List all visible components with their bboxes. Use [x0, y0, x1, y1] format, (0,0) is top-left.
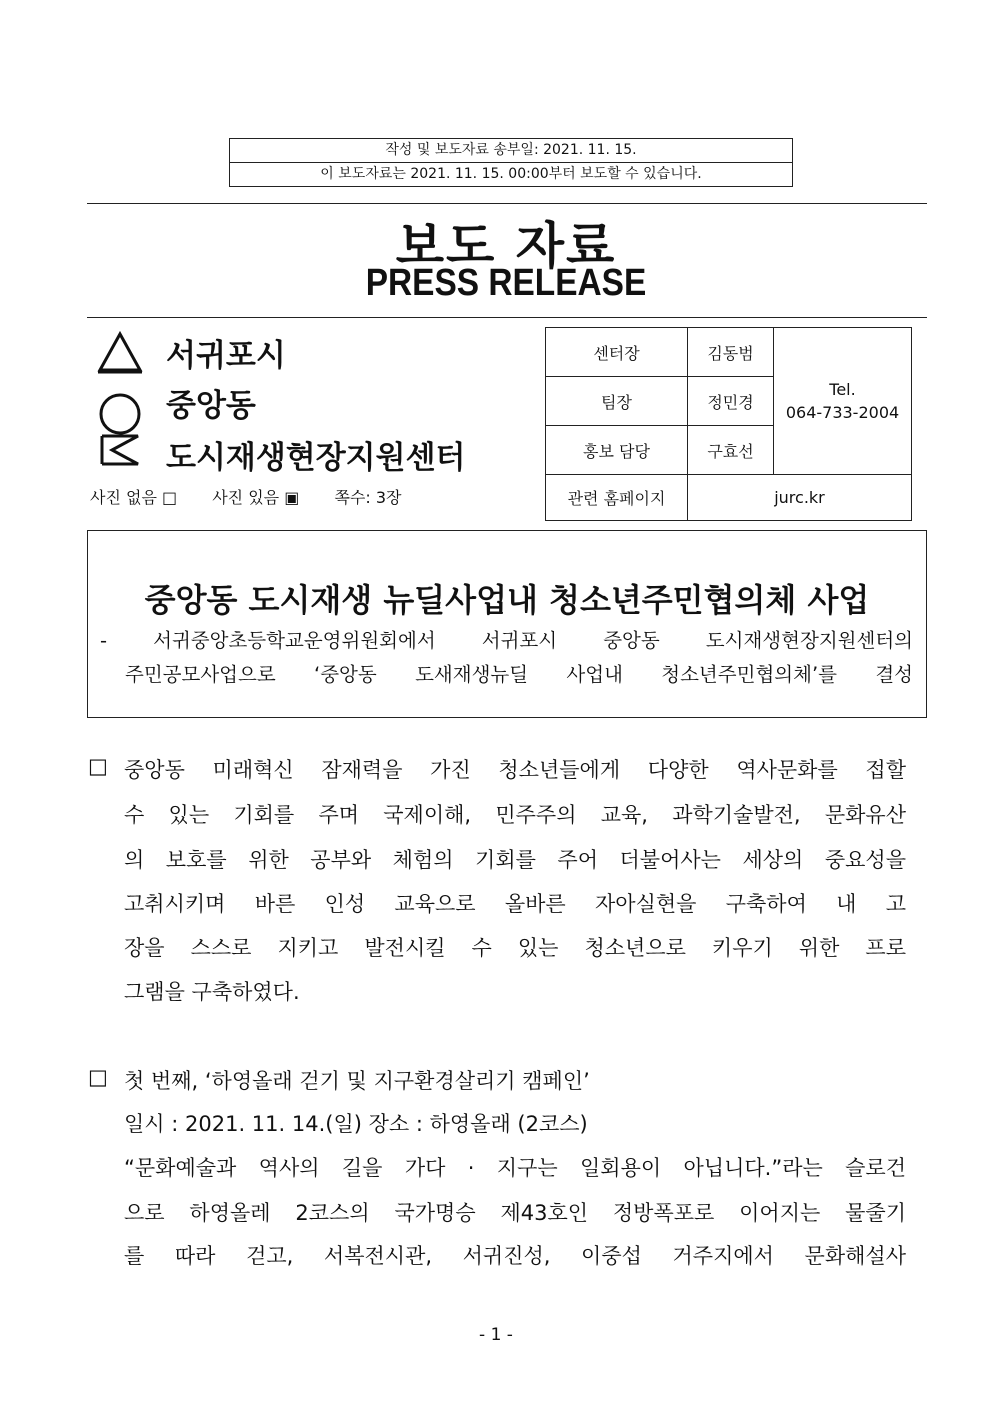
release-sent-date: 작성 및 보도자료 송부일: 2021. 11. 15.	[385, 142, 637, 158]
org-name-center: 도시재생현장지원센터	[166, 440, 466, 476]
body-line: 수 있는 기회를 주며 국제이해, 민주주의 교육, 과학기술발전, 문화유산	[124, 803, 906, 827]
headline-box	[87, 530, 927, 718]
body-line: 를 따라 걷고, 서복전시관, 서귀진성, 이중섭 거주지에서 문화해설사	[124, 1244, 906, 1268]
page-title-english: PRESS RELEASE	[365, 262, 647, 304]
top-divider	[87, 203, 927, 204]
photo-none-option: 사진 없음 □	[90, 488, 178, 507]
body-line: 일시 : 2021. 11. 14.(일) 장소 : 하영올래 (2코스)	[124, 1112, 588, 1136]
contact-name: 정민경	[688, 377, 774, 426]
body-line: 그램을 구축하였다.	[124, 980, 300, 1004]
release-embargo: 이 보도자료는 2021. 11. 15. 00:00부터 보도할 수 있습니다.	[230, 162, 792, 186]
body-line: 고취시키며 바른 인성 교육으로 올바른 자아실현을 구축하여 내 고	[124, 892, 906, 916]
contact-role: 팀장	[546, 377, 688, 426]
header-divider	[87, 317, 927, 318]
page-title: 보도 자료	[395, 217, 617, 275]
contact-table	[545, 327, 912, 521]
tel-number: 064-733-2004	[785, 403, 900, 422]
contact-name: 김동범	[688, 328, 774, 377]
photo-included-option: 사진 있음 ▣	[212, 488, 300, 507]
page-count: 쪽수: 3장	[334, 488, 402, 507]
bullet-checkbox: □	[88, 754, 108, 778]
headline-subtitle: 주민공모사업으로 ‘중앙동 도새재생뉴딜 사업내 청소년주민협의체’를 결성	[125, 663, 913, 686]
headline-subtitle: - 서귀중앙초등학교운영위원회에서 서귀포시 중앙동 도시재생현장지원센터의	[100, 629, 913, 652]
contact-role: 센터장	[546, 328, 688, 377]
release-info-box	[229, 138, 793, 187]
org-logo-icon	[96, 330, 144, 470]
homepage-label: 관련 홈페이지	[546, 475, 688, 521]
contact-tel-cell	[774, 328, 912, 475]
headline-title: 중앙동 도시재생 뉴딜사업내 청소년주민협의체 사업	[144, 581, 870, 619]
body-line: “문화예술과 역사의 길을 가다 · 지구는 일회용이 아닙니다.”라는 슬로건	[124, 1156, 906, 1180]
bullet-checkbox: □	[88, 1065, 108, 1089]
org-name-city: 서귀포시	[166, 338, 286, 374]
homepage-link[interactable]: jurc.kr	[688, 475, 912, 521]
org-name-district: 중앙동	[166, 388, 256, 424]
page-number: - 1 -	[479, 1325, 513, 1345]
photo-info	[90, 485, 431, 508]
body-line: 첫 번째, ‘하영올래 걷기 및 지구환경살리기 캠페인’	[124, 1069, 590, 1093]
contact-name: 구효선	[688, 426, 774, 475]
body-line: 중앙동 미래혁신 잠재력을 가진 청소년들에게 다양한 역사문화를 접할	[124, 758, 906, 782]
body-line: 의 보호를 위한 공부와 체험의 기회를 주어 더불어사는 세상의 중요성을	[124, 848, 906, 872]
contact-role: 홍보 담당	[546, 426, 688, 475]
body-line: 장을 스스로 지키고 발전시킬 수 있는 청소년으로 키우기 위한 프로	[124, 936, 906, 960]
tel-label: Tel.	[829, 380, 856, 399]
body-line: 으로 하영올레 2코스의 국가명승 제43호인 정방폭포로 이어지는 물줄기	[124, 1201, 906, 1225]
